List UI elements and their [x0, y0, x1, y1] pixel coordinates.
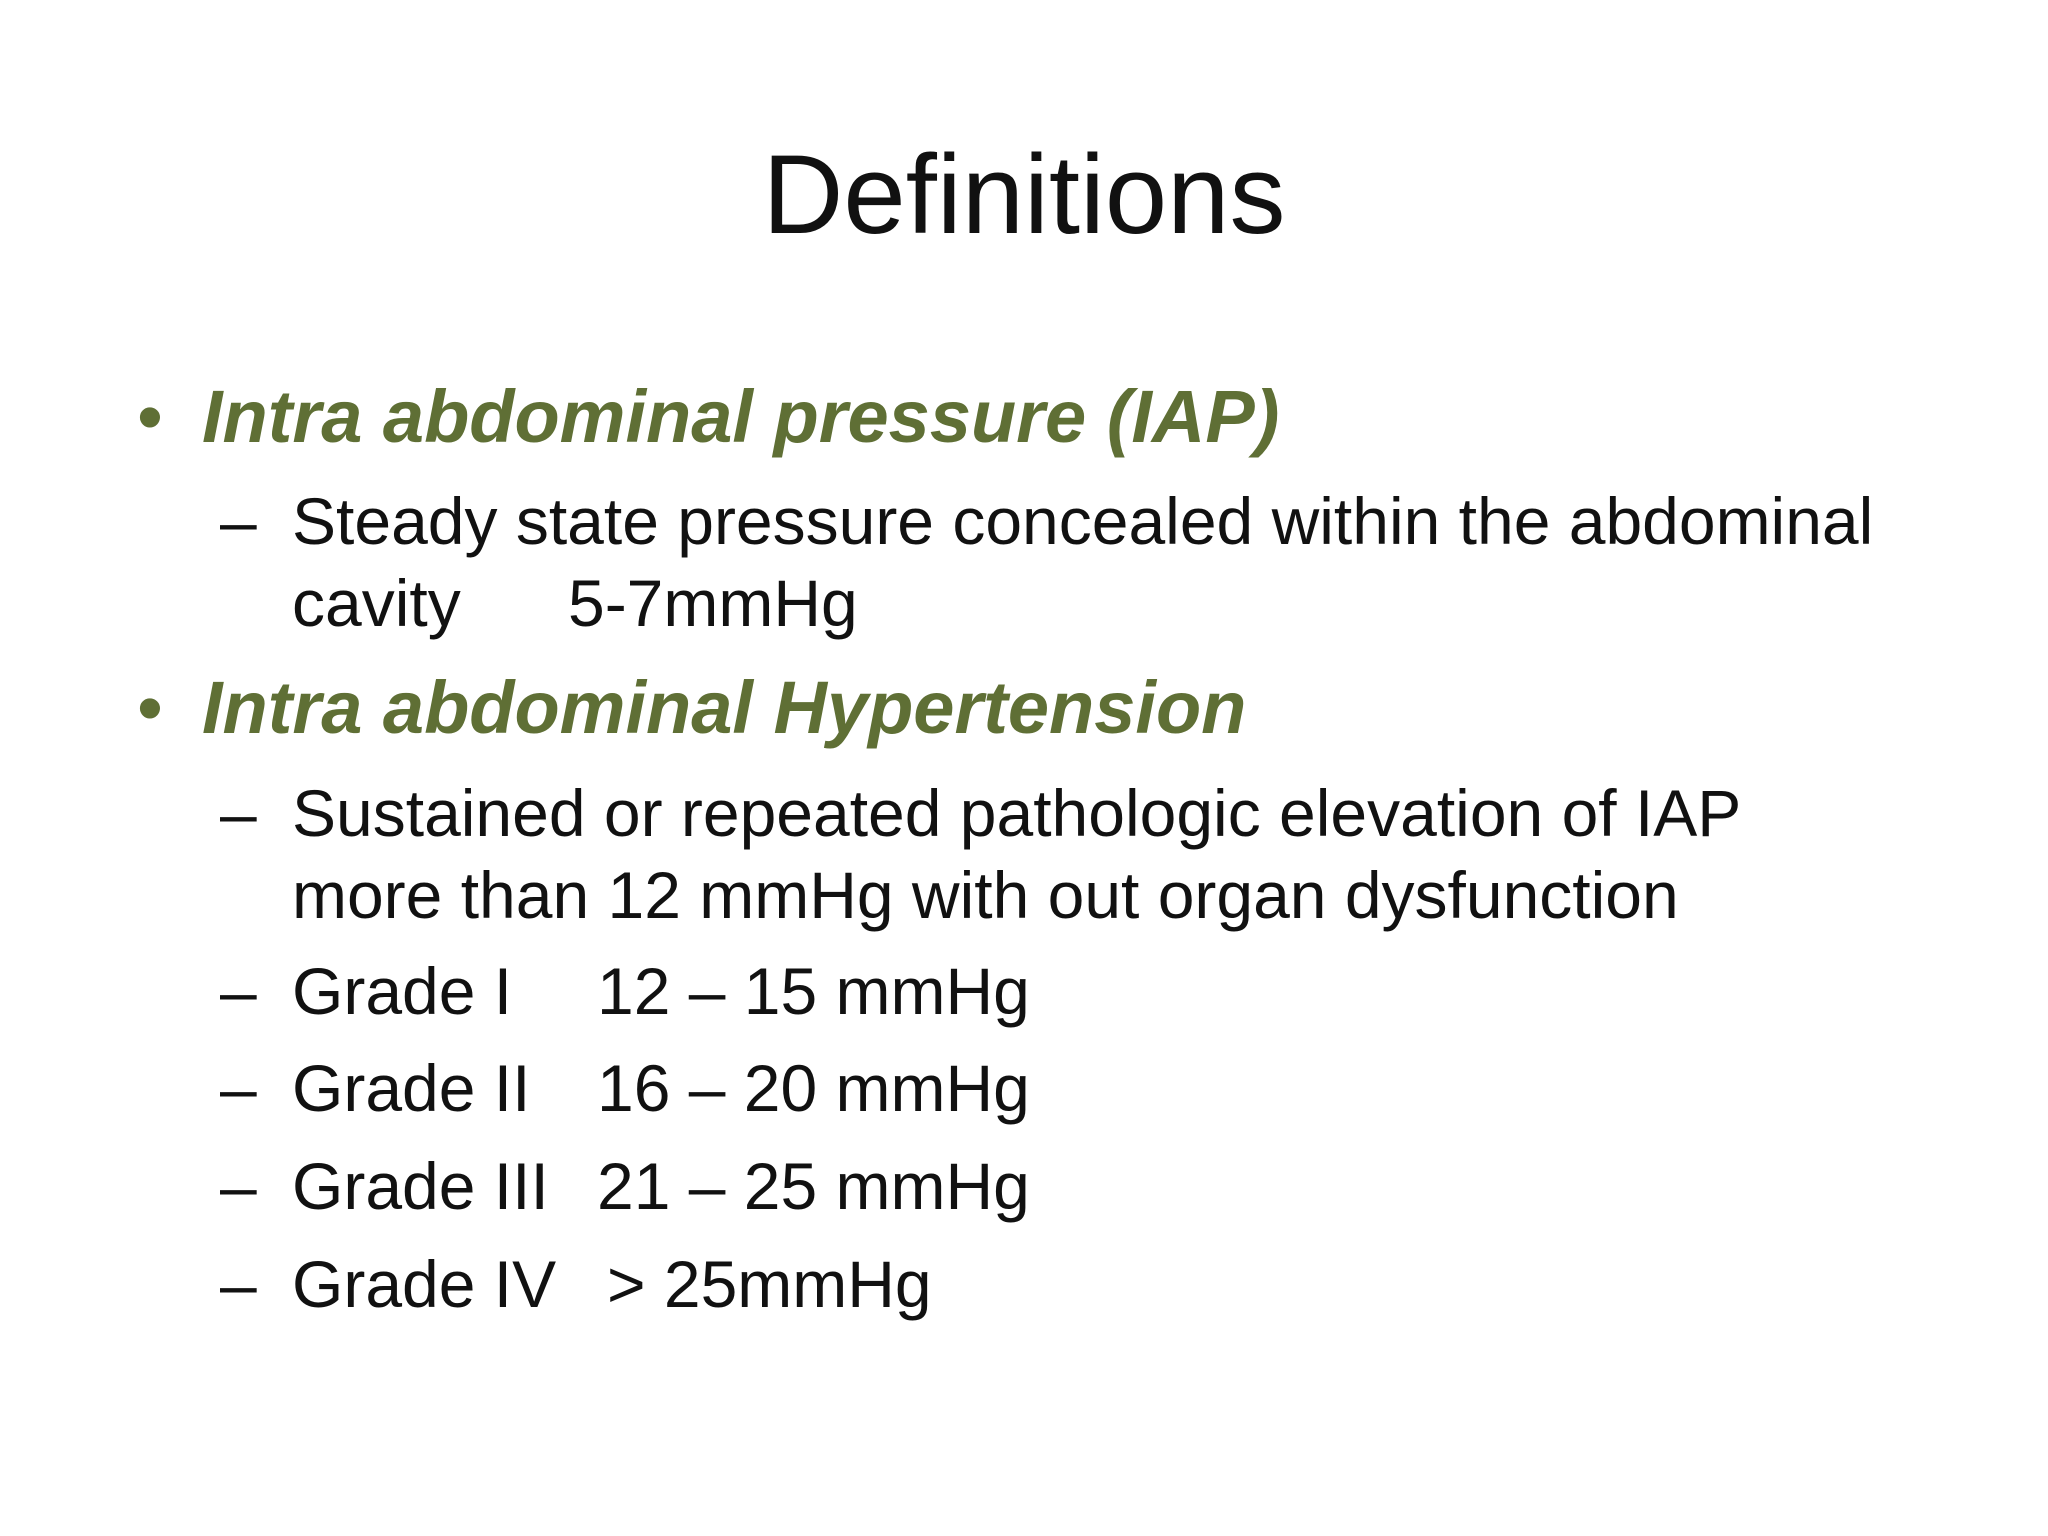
grade-value: 12 – 15 mmHg	[597, 954, 1030, 1028]
grade-label: Grade III	[292, 1149, 549, 1223]
dash-icon: –	[220, 776, 257, 850]
sub-item-text	[292, 950, 1932, 1032]
sub-item-text	[292, 1243, 1932, 1325]
bullet-heading-iap: Intra abdominal pressure (IAP)	[202, 375, 1280, 458]
grade-label: Grade I	[292, 954, 513, 1028]
sub-item-text	[292, 1145, 1932, 1227]
sub-item-text	[292, 1047, 1932, 1129]
bullet-dot-icon: •	[137, 666, 163, 749]
dash-icon: –	[220, 1051, 257, 1125]
dash-icon: –	[220, 1247, 257, 1321]
grade-value: 16 – 20 mmHg	[597, 1051, 1030, 1125]
grade-value: > 25mmHg	[607, 1247, 932, 1321]
iap-definition-line-1: Steady state pressure concealed within the abdominal	[292, 484, 1874, 558]
dash-icon: –	[220, 1149, 257, 1223]
grade-label: Grade II	[292, 1051, 531, 1125]
iah-definition-line-2: more than 12 mmHg with out organ dysfunction	[292, 858, 1679, 932]
iap-definition-value: 5-7mmHg	[568, 566, 858, 640]
dash-icon: –	[220, 954, 257, 1028]
slide-title: Definitions	[762, 132, 1286, 257]
bullet-dot-icon: •	[137, 375, 163, 458]
sub-item-text	[292, 480, 1932, 644]
grade-label: Grade IV	[292, 1247, 557, 1321]
grade-value: 21 – 25 mmHg	[597, 1149, 1030, 1223]
iah-definition-line-1: Sustained or repeated pathologic elevation of IAP	[292, 776, 1742, 850]
dash-icon: –	[220, 484, 257, 558]
bullet-heading-iah: Intra abdominal Hypertension	[202, 666, 1247, 749]
sub-item-text	[292, 772, 1932, 936]
iap-definition-label: cavity	[292, 566, 461, 640]
